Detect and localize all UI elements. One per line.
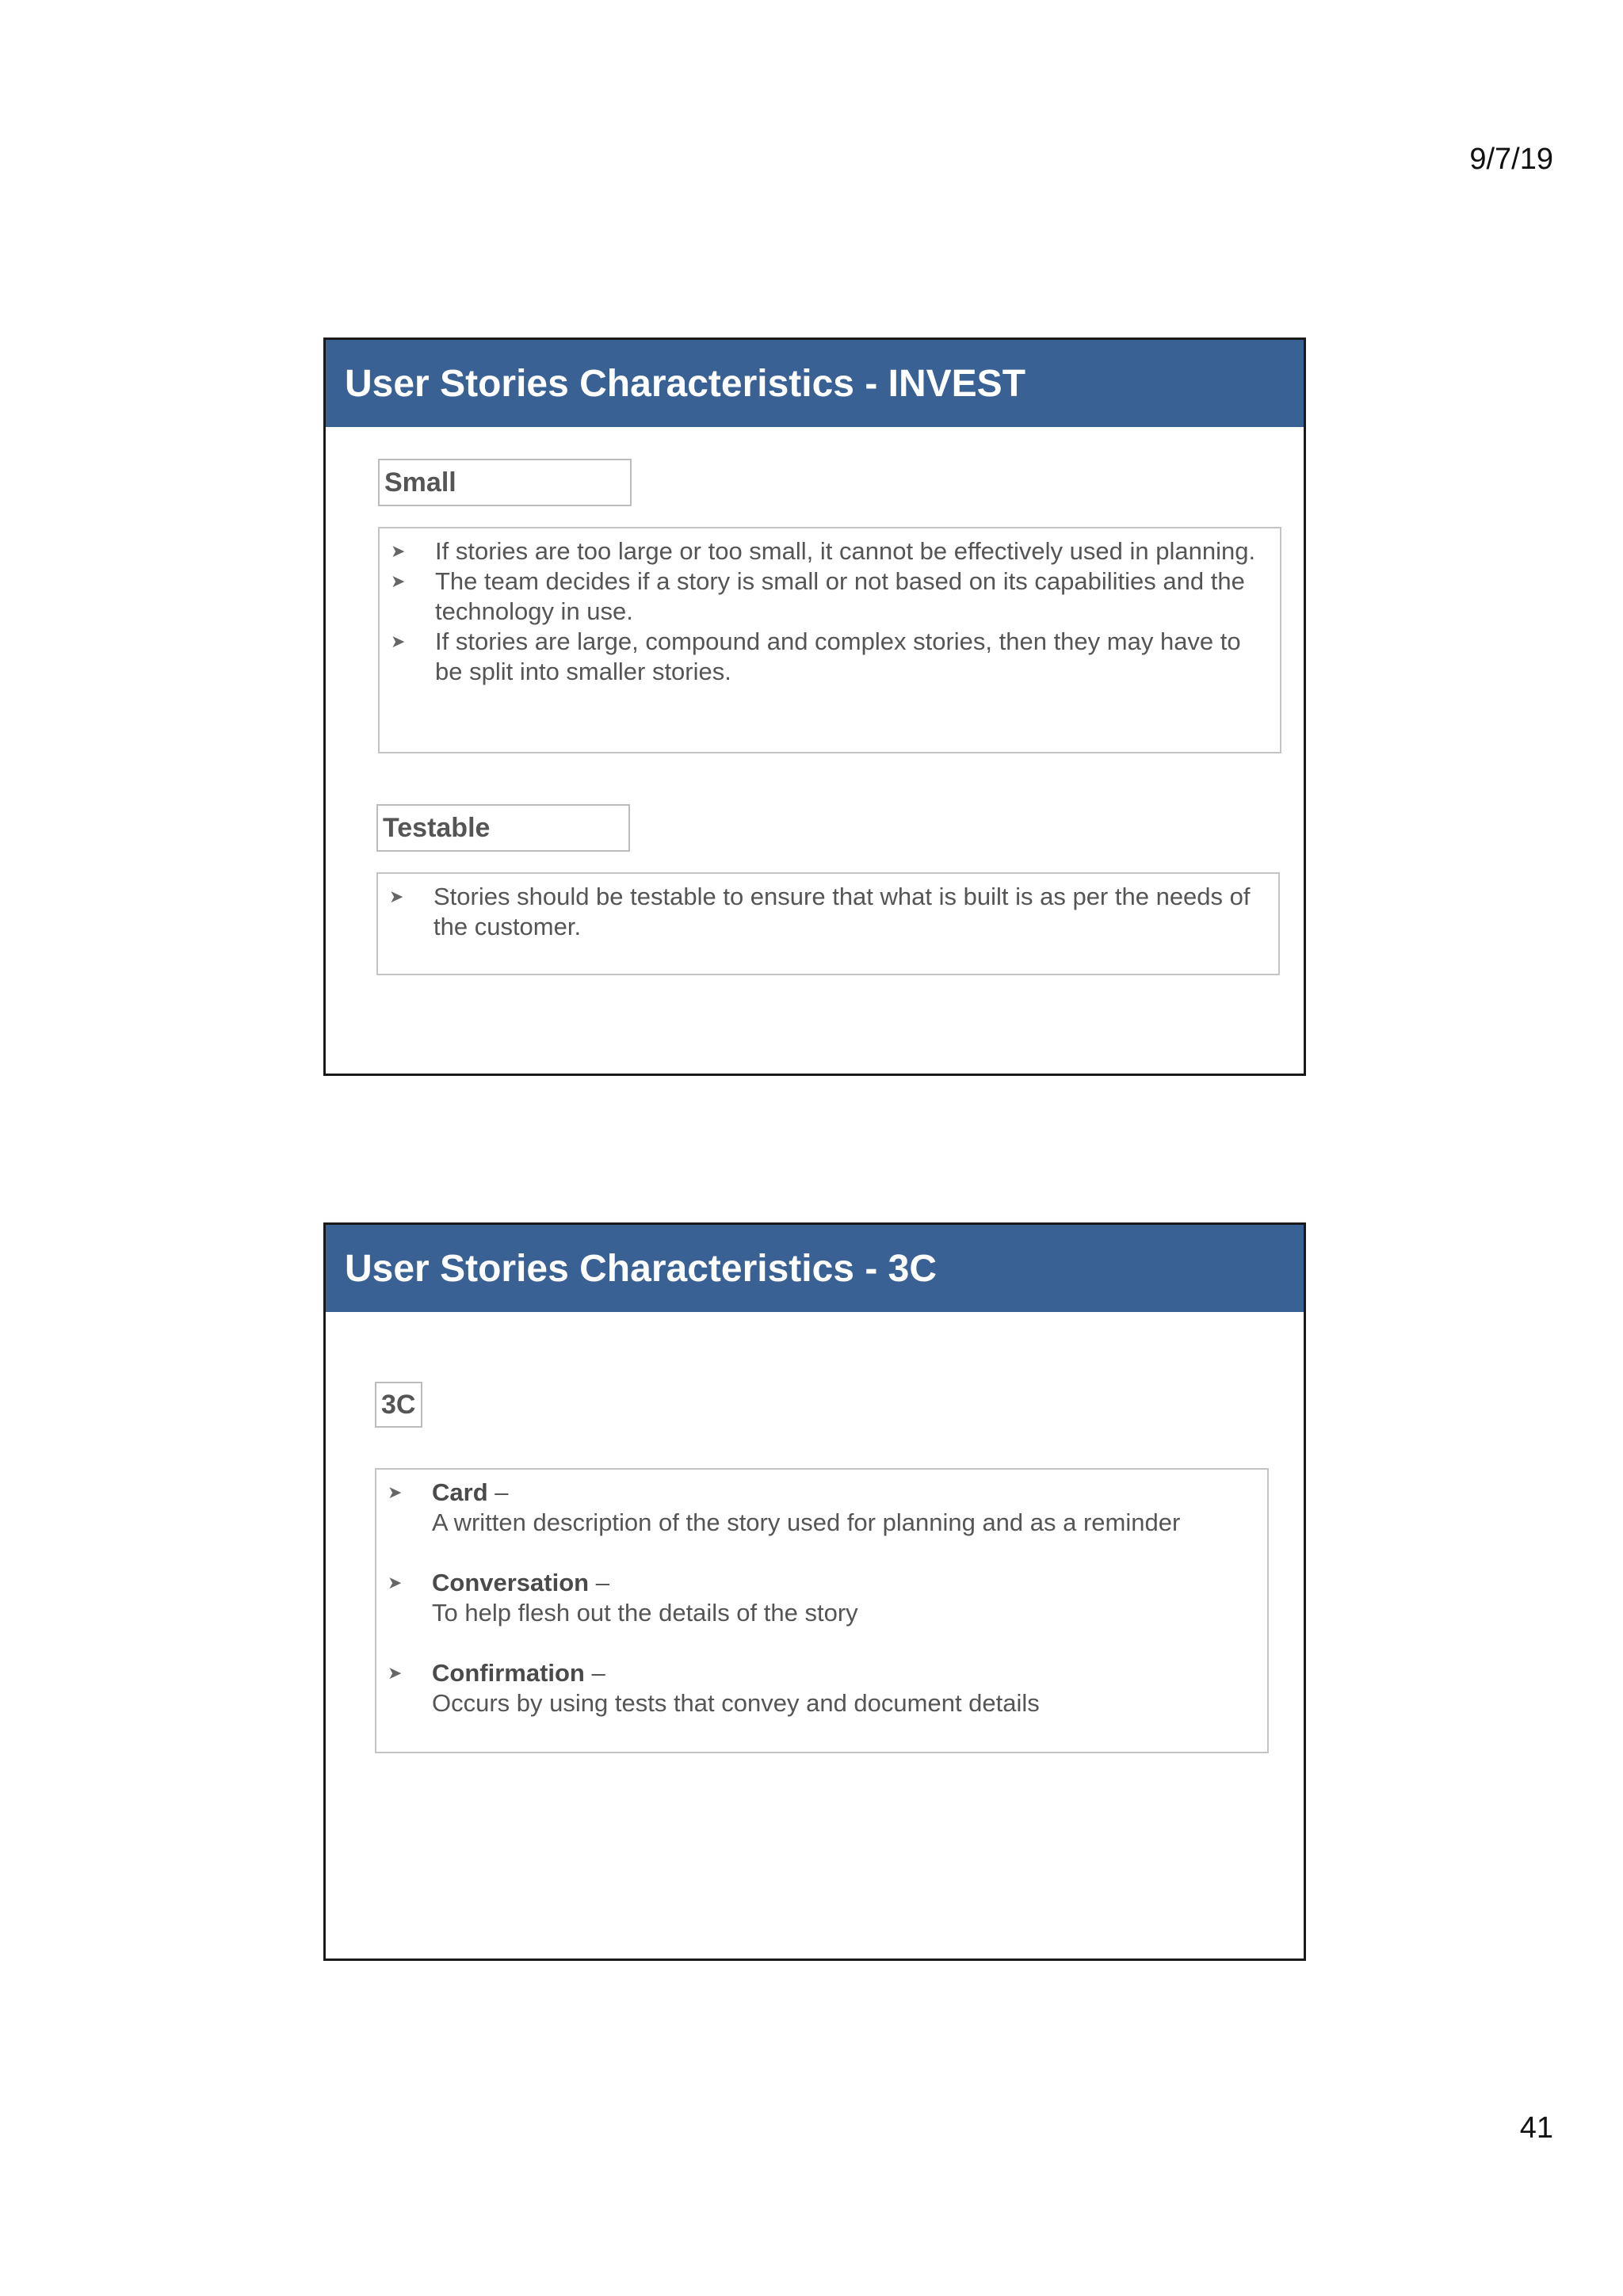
list-item: ➤ If stories are too large or too small, it cannot be effectively used in planning. <box>388 536 1261 566</box>
chevron-right-icon: ➤ <box>391 571 406 591</box>
list-item: ➤ Stories should be testable to ensure that what is built is as per the needs of the customer. <box>386 882 1259 942</box>
slide-3c <box>323 1222 1306 1961</box>
list-item: ➤ Conversation – To help flesh out the details of the story <box>384 1568 1248 1628</box>
section-content-3c <box>375 1468 1269 1753</box>
chevron-right-icon: ➤ <box>388 1482 403 1502</box>
chevron-right-icon: ➤ <box>389 887 404 906</box>
list-item: ➤ Confirmation – Occurs by using tests that convey and document details <box>384 1658 1248 1718</box>
list-item: ➤ If stories are large, compound and complex stories, then they may have to be split into smaller stories. <box>388 627 1261 687</box>
list-item: ➤ Card – A written description of the story used for planning and as a reminder <box>384 1478 1248 1538</box>
section-content-testable <box>376 872 1280 975</box>
chevron-right-icon: ➤ <box>388 1573 403 1592</box>
page-number: 41 <box>1519 2111 1553 2145</box>
slide-invest <box>323 338 1306 1076</box>
page-date: 9/7/19 <box>1469 143 1553 176</box>
chevron-right-icon: ➤ <box>391 541 406 561</box>
section-label-3c: 3C <box>375 1382 422 1428</box>
section-label-small: Small <box>378 459 632 506</box>
slide-title: User Stories Characteristics - INVEST <box>326 340 1304 427</box>
section-content-small <box>378 527 1281 753</box>
chevron-right-icon: ➤ <box>388 1663 403 1683</box>
slide-title: User Stories Characteristics - 3C <box>326 1225 1304 1312</box>
section-label-testable: Testable <box>376 804 630 852</box>
list-item: ➤ The team decides if a story is small or not based on its capabilities and the technology in use. <box>388 566 1261 627</box>
chevron-right-icon: ➤ <box>391 631 406 651</box>
